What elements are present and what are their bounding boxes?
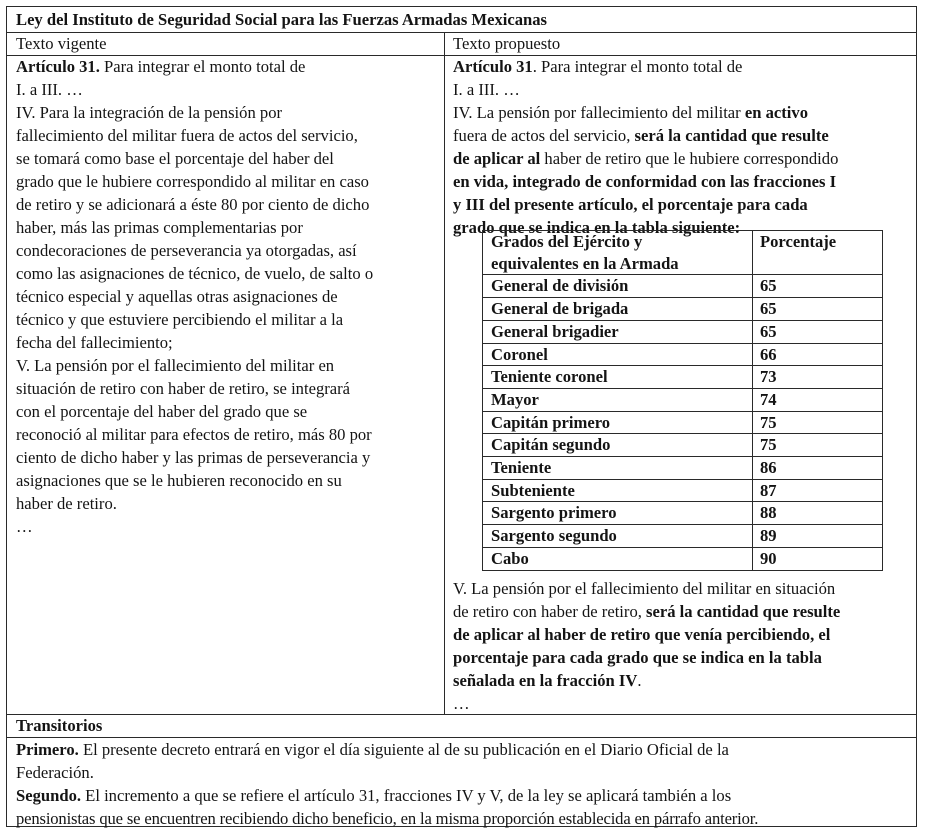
document-frame [6,6,917,827]
text-line [453,669,911,692]
grade-cell: General de brigada [483,298,753,321]
grade-cell: General de división [483,275,753,298]
table-row [483,275,883,298]
text-line: fallecimiento del militar fuera de actos del servicio, [16,126,358,145]
transitorios-body [10,738,916,830]
column-header-vigente: Texto vigente [16,34,107,53]
text-run: IV. La pensión por fallecimiento del militar [453,103,745,122]
grade-cell: General brigadier [483,320,753,343]
percentage-cell: 65 [753,298,883,321]
grade-cell: Coronel [483,343,753,366]
bold-run: en activo [744,103,808,122]
article-line [16,55,436,78]
header-grade-line: Grados del Ejército y [491,232,643,251]
text-run: fuera de actos del servicio, [453,126,635,145]
text-line [453,124,911,147]
text-line [453,646,911,669]
text-line: condecoraciones de perseverancia ya otorgadas, así [16,241,357,260]
primero-label: Primero. [16,740,79,759]
transitorios-heading-text: Transitorios [16,716,103,735]
percentage-cell: 89 [753,525,883,548]
grade-cell: Capitán primero [483,411,753,434]
article-heading: Artículo 31 [453,57,533,76]
percentage-cell: 74 [753,388,883,411]
table-row [483,547,883,570]
grade-cell: Cabo [483,547,753,570]
grade-cell: Subteniente [483,479,753,502]
text-line [453,623,911,646]
bold-run: será la cantidad que resulte [646,602,841,621]
law-title-text: Ley del Instituto de Seguridad Social para las Fuerzas Armadas Mexicanas [16,10,548,29]
percentage-cell: 75 [753,434,883,457]
bold-run: porcentaje para cada grado que se indica en la tabla [453,648,822,667]
grade-cell: Teniente [483,457,753,480]
text-line: técnico y que estuviere percibiendo el militar a la [16,310,344,329]
article-heading: Artículo 31. [16,57,100,76]
transitorios-heading [10,714,910,737]
segundo-label: Segundo. [16,786,82,805]
text-line: IV. Para la integración de la pensión por [16,103,283,122]
text-line: V. La pensión por el fallecimiento del militar en [16,356,335,375]
grade-cell: Capitán segundo [483,434,753,457]
text-line: … [453,694,470,713]
texto-propuesto [447,55,917,239]
text-run: El incremento a que se refiere el artículo 31, fracciones IV y V, de la ley se aplicará también a los [81,786,732,805]
text-line: fecha del fallecimiento; [16,333,173,352]
texto-vigente [10,55,442,538]
column-divider [444,32,445,714]
text-line: asignaciones que se le hubieren reconocido en su [16,471,342,490]
text-line [16,738,910,761]
text-line [453,193,911,216]
grade-cell: Sargento primero [483,502,753,525]
percentage-cell: 73 [753,366,883,389]
text-line: Federación. [16,763,94,782]
percentage-cell: 65 [753,275,883,298]
text-line: pensionistas que se encuentren recibiendo dicho beneficio, en la misma proporción establecida en párrafo anterior. [16,809,759,828]
bold-run: de aplicar al [453,149,541,168]
text-line: grado que le hubiere correspondido al militar en caso [16,172,369,191]
grade-percentage-table [482,230,883,571]
table-row [483,366,883,389]
text-line: I. a III. … [16,80,83,99]
table-row [483,457,883,480]
table-row [483,320,883,343]
header-grade-line: equivalentes en la Armada [491,253,679,273]
grade-cell: Sargento segundo [483,525,753,548]
percentage-cell: 86 [753,457,883,480]
text-line: reconoció al militar para efectos de retiro, más 80 por [16,425,372,444]
text-line: técnico especial y aquellas otras asignaciones de [16,287,338,306]
article-rest: . Para integrar el monto total de [532,57,743,76]
text-line: situación de retiro con haber de retiro, se integrará [16,379,351,398]
table-row [483,502,883,525]
bold-run: en vida, integrado de conformidad con las fracciones I [453,172,837,191]
text-line: … [16,517,33,536]
text-line [16,784,910,807]
percentage-cell: 75 [753,411,883,434]
text-run: . [637,671,642,690]
bold-run: de aplicar al haber de retiro que venía percibiendo, el [453,625,831,644]
header-grade [483,231,753,275]
table-row [483,434,883,457]
text-run: haber de retiro que le hubiere correspondido [540,149,839,168]
table-header-row [483,231,883,275]
text-line: haber, más las primas complementarias por [16,218,303,237]
percentage-cell: 88 [753,502,883,525]
article-rest: Para integrar el monto total de [99,57,306,76]
grade-cell: Teniente coronel [483,366,753,389]
grade-cell: Mayor [483,388,753,411]
text-line: I. a III. … [453,80,520,99]
bold-run: grado que se indica en la tabla siguiente: [453,218,741,237]
table-row [483,479,883,502]
text-line [453,101,911,124]
table-row [483,411,883,434]
text-line: se tomará como base el porcentaje del haber del [16,149,334,168]
text-line: como las asignaciones de técnico, de vuelo, de salto o [16,264,374,283]
column-header-propuesto: Texto propuesto [453,34,561,53]
text-line [453,170,911,193]
bold-run: y III del presente artículo, el porcentaje para cada [453,195,808,214]
text-run: de retiro con haber de retiro, [453,602,647,621]
text-line: haber de retiro. [16,494,117,513]
table-row [483,343,883,366]
text-line [453,600,911,623]
law-title [10,8,910,31]
text-line: de retiro y se adicionará a éste 80 por ciento de dicho [16,195,370,214]
texto-propuesto-fraccion-v [447,577,917,715]
bold-run: señalada en la fracción IV [453,671,638,690]
table-row [483,298,883,321]
percentage-cell: 87 [753,479,883,502]
header-percentage: Porcentaje [753,231,883,275]
table-row [483,525,883,548]
text-line: ciento de dicho haber y las primas de perseverancia y [16,448,371,467]
table-row [483,388,883,411]
percentage-cell: 65 [753,320,883,343]
bold-run: será la cantidad que resulte [634,126,829,145]
text-run: El presente decreto entrará en vigor el día siguiente al de su publicación en el Diario Oficial de la [78,740,729,759]
percentage-cell: 66 [753,343,883,366]
text-line: con el porcentaje del haber del grado que se [16,402,308,421]
text-line [453,147,911,170]
text-line: V. La pensión por el fallecimiento del militar en situación [453,579,836,598]
percentage-cell: 90 [753,547,883,570]
article-line [453,55,911,78]
